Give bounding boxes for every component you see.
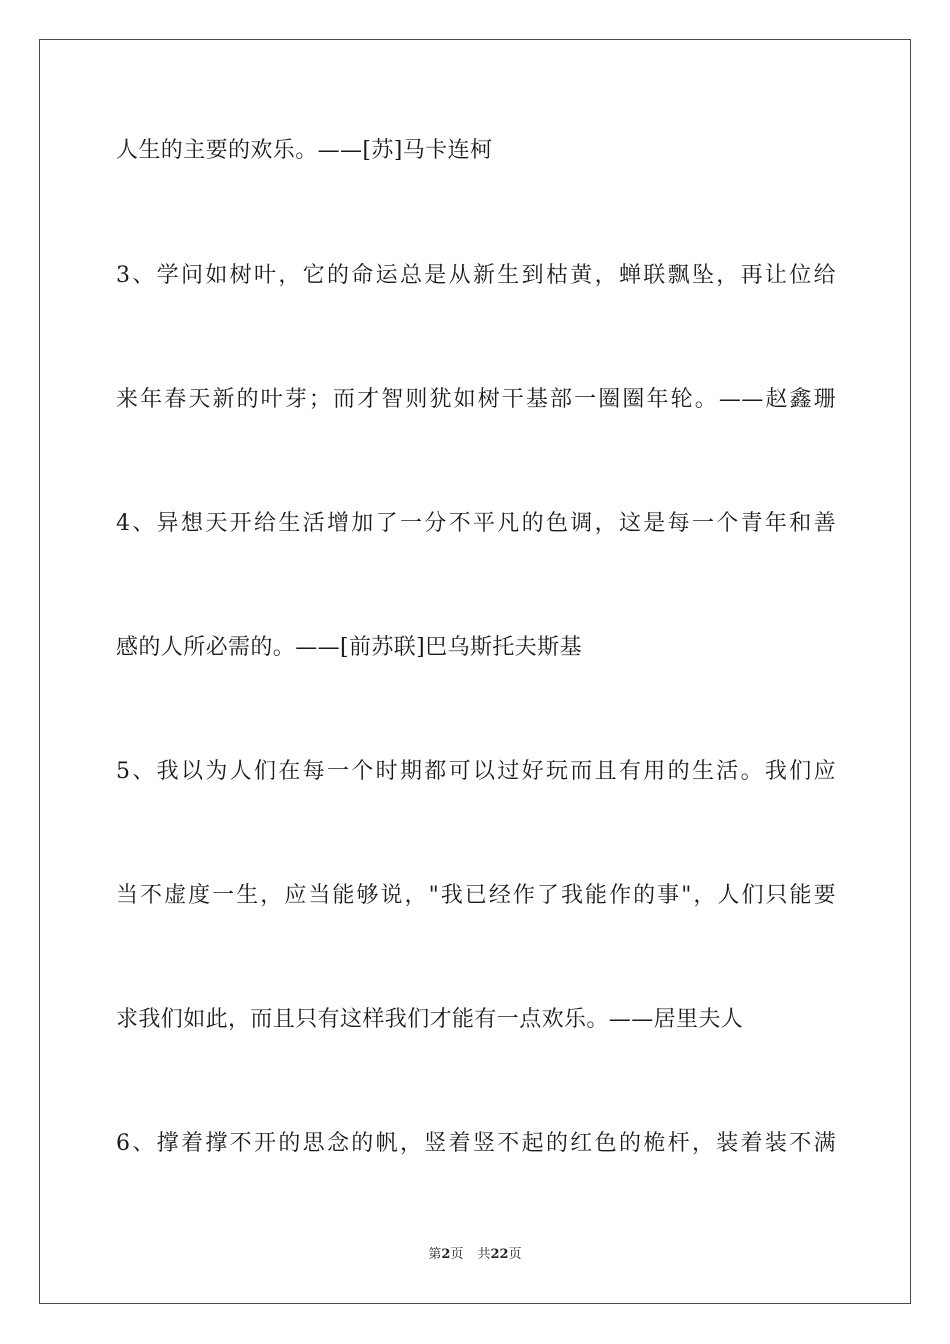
- text-line-5: 感的人所必需的。——[前苏联]巴乌斯托夫斯基: [116, 635, 582, 660]
- total-pages: 22: [490, 1247, 509, 1262]
- text-line-2: 3、学问如树叶，它的命运总是从新生到枯黄，蝉联飘坠，再让位给: [116, 263, 836, 288]
- text-line-4: 4、异想天开给生活增加了一分不平凡的色调，这是每一个青年和善: [116, 511, 836, 536]
- text-line-1: 人生的主要的欢乐。——[苏]马卡连柯: [116, 138, 493, 163]
- text-line-9: 6、撑着撑不开的思念的帆，竖着竖不起的红色的桅杆，装着装不满: [116, 1131, 836, 1156]
- text-line-7: 当不虚度一生，应当能够说，"我已经作了我能作的事"，人们只能要: [116, 883, 836, 908]
- page-number: 2: [441, 1247, 451, 1262]
- text-line-8: 求我们如此，而且只有这样我们才能有一点欢乐。——居里夫人: [116, 1007, 744, 1032]
- text-line-3: 来年春天新的叶芽；而才智则犹如树干基部一圈圈年轮。——赵鑫珊: [116, 387, 836, 412]
- total-prefix: 共: [477, 1247, 491, 1262]
- total-suffix: 页: [508, 1247, 522, 1262]
- page-prefix: 第: [428, 1247, 442, 1262]
- page-border: [39, 39, 911, 1304]
- page-suffix: 页: [450, 1247, 464, 1262]
- text-line-6: 5、我以为人们在每一个时期都可以过好玩而且有用的生活。我们应: [116, 759, 836, 784]
- page-footer: [0, 1246, 950, 1264]
